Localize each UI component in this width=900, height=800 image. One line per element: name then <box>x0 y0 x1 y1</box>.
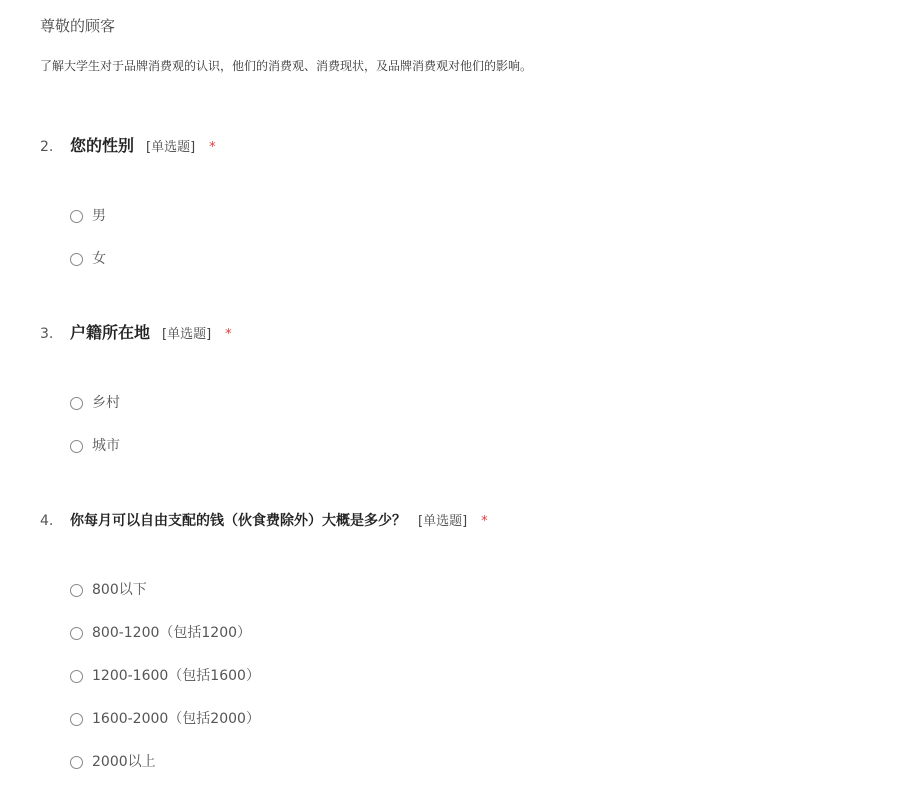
option-female[interactable] <box>70 249 106 269</box>
radio-button[interactable] <box>70 756 83 769</box>
option-urban[interactable] <box>70 436 120 456</box>
option-label[interactable]: 1200-1600（包括1600） <box>92 668 260 684</box>
option-1200-1600[interactable] <box>70 666 260 686</box>
radio-button[interactable] <box>70 713 83 726</box>
question-title-row <box>70 509 488 533</box>
question-title: 您的性别 <box>70 136 135 155</box>
radio-button[interactable] <box>70 584 83 597</box>
question-number: 4. <box>40 513 54 529</box>
question-header <box>0 322 900 346</box>
option-1600-2000[interactable] <box>70 709 260 729</box>
radio-button[interactable] <box>70 397 83 410</box>
option-over-2000[interactable] <box>70 752 156 772</box>
question-number: 2. <box>40 139 54 155</box>
question-header <box>0 135 900 159</box>
option-800-1200[interactable] <box>70 623 251 643</box>
option-label[interactable]: 800-1200（包括1200） <box>92 625 252 641</box>
survey-greeting: 尊敬的顾客 <box>40 17 116 35</box>
option-label[interactable]: 800以下 <box>92 582 147 598</box>
radio-button[interactable] <box>70 210 83 223</box>
question-type-label: [单选题] <box>146 140 196 155</box>
radio-button[interactable] <box>70 253 83 266</box>
option-under-800[interactable] <box>70 580 147 600</box>
option-label[interactable]: 男 <box>92 208 106 224</box>
required-marker: * <box>209 140 216 155</box>
question-title: 户籍所在地 <box>70 323 151 342</box>
question-type-label: [单选题] <box>162 327 212 342</box>
question-title-row <box>70 135 216 159</box>
survey-intro: 了解大学生对于品牌消费观的认识，他们的消费观、消费现状，及品牌消费观对他们的影响。 <box>40 59 533 73</box>
radio-button[interactable] <box>70 440 83 453</box>
question-title: 你每月可以自由支配的钱（伙食费除外）大概是多少？ <box>70 513 406 529</box>
option-label[interactable]: 乡村 <box>92 395 120 411</box>
option-label[interactable]: 城市 <box>92 438 120 454</box>
option-male[interactable] <box>70 206 106 226</box>
question-header <box>0 509 900 533</box>
required-marker: * <box>225 327 232 342</box>
option-label[interactable]: 1600-2000（包括2000） <box>92 711 260 727</box>
question-type-label: [单选题] <box>418 514 468 529</box>
option-label[interactable]: 女 <box>92 251 106 267</box>
radio-button[interactable] <box>70 627 83 640</box>
option-label[interactable]: 2000以上 <box>92 754 156 770</box>
option-rural[interactable] <box>70 393 120 413</box>
radio-button[interactable] <box>70 670 83 683</box>
question-number: 3. <box>40 326 54 342</box>
required-marker: * <box>481 514 488 529</box>
question-title-row <box>70 322 232 346</box>
